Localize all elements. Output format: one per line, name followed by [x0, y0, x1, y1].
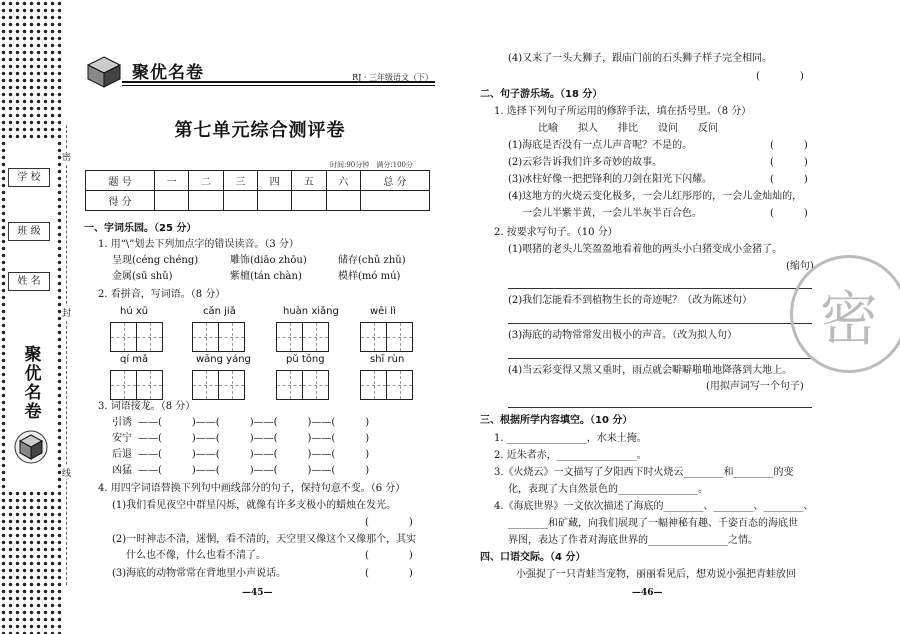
section-heading: 四、口语交际。（4 分） — [480, 552, 586, 563]
chain-blanks[interactable]: ——( )——( )——( )——( ) — [138, 465, 370, 476]
question-text: 4. 用四字词语替换下列句中画线部分的句子，保持句意不变。（6 分） — [98, 483, 406, 494]
pinyin-choice[interactable]: 雕饰(diāo zhōu) — [230, 255, 307, 266]
requirement-note: (缩句) — [786, 261, 814, 272]
writing-grid[interactable] — [276, 370, 329, 400]
answer-line[interactable] — [508, 323, 812, 324]
school-label: 学 校 — [8, 168, 50, 187]
question-text: 2. 看拼音，写词语。（8 分） — [98, 289, 226, 300]
page-number: —45— — [242, 588, 273, 598]
page-number: —46— — [632, 588, 663, 598]
answer-paren[interactable]: ( ) — [756, 71, 804, 82]
score-table — [85, 170, 430, 211]
answer-paren[interactable]: ( ) — [770, 208, 808, 219]
confidential-stamp: 密 — [790, 255, 900, 373]
writing-grid[interactable] — [192, 322, 245, 352]
header-rule-thin — [122, 85, 435, 86]
score-input-cell[interactable] — [189, 191, 223, 211]
chain-start-word: 引诱 — [112, 417, 132, 428]
pinyin-label: wēi lì — [370, 306, 396, 317]
question-item: (4)当云彩变得又黑又重时，雨点就会噼噼啪啪地降落到大地上。 — [508, 365, 793, 376]
pinyin-choice[interactable]: 紫檀(tán chàn) — [230, 271, 302, 282]
chain-start-word: 安宁 — [112, 433, 132, 444]
cube-logo-icon — [14, 430, 48, 464]
name-label: 姓 名 — [8, 272, 50, 291]
pinyin-choice[interactable]: 模样(mó mú) — [338, 271, 401, 282]
fill-blank-item[interactable]: 1. ________________，水来土掩。 — [494, 433, 647, 444]
chain-blanks[interactable]: ——( )——( )——( )——( ) — [138, 449, 370, 460]
table-cell: 三 — [223, 171, 257, 191]
pinyin-label: wāng yáng — [196, 354, 251, 365]
writing-grid[interactable] — [360, 370, 413, 400]
answer-paren[interactable]: ( ) — [365, 568, 413, 579]
fold-mark-mi: 密 — [62, 150, 71, 163]
fill-blank-item[interactable]: 界图，表达了作者对海底世界的________________之情。 — [508, 535, 758, 546]
header-brand: 聚优名卷 — [132, 63, 204, 83]
pinyin-label: qí mǎ — [120, 354, 149, 365]
chain-blanks[interactable]: ——( )——( )——( )——( ) — [138, 417, 370, 428]
table-cell: 二 — [189, 171, 223, 191]
question-text: 1. 选择下列句子所运用的修辞手法，填在括号里。（8 分） — [494, 106, 752, 117]
fold-mark-feng: 封 — [62, 306, 71, 319]
header-rule — [122, 81, 435, 83]
question-item: (3)冰柱好像一把把锋利的刀剑在阳光下闪耀。 — [508, 174, 713, 185]
answer-paren[interactable]: ( ) — [770, 174, 808, 185]
fill-blank-item[interactable]: ________和矿藏，向我们展现了一幅神秘有趣、千姿百态的海底世 — [508, 518, 798, 529]
question-text: 1. 用“\”划去下列加点字的错误读音。（3 分） — [98, 239, 299, 250]
table-cell: 一 — [155, 171, 189, 191]
question-item: (3)海底的动物常常发出极小的声音。（改为拟人句） — [508, 330, 738, 341]
question-item: (1)海底是否没有一点儿声音呢？不是的。 — [508, 140, 693, 151]
class-label: 班 级 — [8, 222, 50, 241]
table-cell: 得 分 — [86, 191, 155, 211]
question-item: (2)云彩告诉我们许多奇妙的故事。 — [508, 157, 663, 168]
writing-grid[interactable] — [276, 322, 329, 352]
fold-mark-xian: 线 — [62, 466, 71, 479]
score-input-cell[interactable] — [360, 191, 429, 211]
fold-line — [66, 125, 67, 585]
page-title: 第七单元综合测评卷 — [174, 120, 346, 141]
fill-blank-item[interactable]: 2. 近朱者赤，________________。 — [494, 450, 647, 461]
grade-label: RJ · 三年级语文（下） — [352, 73, 433, 82]
answer-paren[interactable]: ( ) — [770, 157, 808, 168]
table-cell: 题 号 — [86, 171, 155, 191]
pinyin-label: hú xū — [120, 306, 149, 317]
score-input-cell[interactable] — [223, 191, 257, 211]
score-input-cell[interactable] — [326, 191, 360, 211]
writing-grid[interactable] — [192, 370, 245, 400]
question-text: 2. 按要求写句子。（10 分） — [494, 227, 618, 238]
score-input-cell[interactable] — [155, 191, 189, 211]
requirement-note: (用拟声词写一个句子) — [706, 381, 804, 392]
rhetoric-options: 比喻 拟人 排比 设问 反问 — [538, 123, 718, 134]
writing-grid[interactable] — [360, 322, 413, 352]
question-item: 什么也不像，什么也看不清了。 — [126, 550, 266, 561]
answer-paren[interactable]: ( ) — [770, 140, 808, 151]
chain-start-word: 凶猛 — [112, 465, 132, 476]
question-item: (1)喂猪的老头儿笑盈盈地看着他的两头小白猪变成小金猪了。 — [508, 244, 783, 255]
writing-grid[interactable] — [110, 370, 163, 400]
pinyin-label: pǔ tōng — [286, 354, 325, 365]
chain-blanks[interactable]: ——( )——( )——( )——( ) — [138, 433, 370, 444]
question-item: 一会儿半紫半黄，一会儿半灰半百合色。 — [522, 208, 702, 219]
sidebar-brand: 聚优名卷 — [20, 344, 41, 421]
question-item: (1)我们看见夜空中群星闪烁，就像有许多支极小的蜡烛在发光。 — [112, 500, 397, 511]
question-item: (2)我们怎能看不到植物生长的奇迹呢？（改为陈述句） — [508, 295, 753, 306]
answer-line[interactable] — [508, 358, 812, 359]
question-item: (4)这地方的火烧云变化极多，一会儿红彤彤的，一会儿金灿灿的， — [508, 191, 803, 202]
answer-paren[interactable]: ( ) — [365, 550, 413, 561]
pinyin-label: huàn xiǎng — [283, 306, 339, 317]
section-heading: 三、根据所学内容填空。（10 分） — [480, 415, 633, 426]
pinyin-choice[interactable]: 储存(chǔ zhǔ) — [338, 255, 406, 266]
score-input-cell[interactable] — [292, 191, 326, 211]
table-cell: 五 — [292, 171, 326, 191]
pinyin-label: shī rùn — [370, 354, 405, 365]
cube-logo-icon — [82, 54, 126, 90]
pinyin-choice[interactable]: 呈现(céng chéng) — [112, 255, 199, 266]
table-cell: 四 — [257, 171, 291, 191]
paragraph-text: 小强捉了一只青蛙当宠物，丽丽看见后，想劝说小强把青蛙放回 — [516, 569, 796, 580]
fill-blank-item[interactable]: 4.《海底世界》一文依次描述了海底的________、________、________、 — [494, 501, 814, 512]
question-text: 3. 词语接龙。（8 分） — [98, 401, 196, 412]
table-row — [86, 171, 430, 191]
fill-blank-item[interactable]: 3.《火烧云》一文描写了夕阳西下时火烧云________和________的变 — [494, 467, 794, 478]
table-cell: 六 — [326, 171, 360, 191]
section-heading: 一、字词乐园。（25 分） — [84, 223, 197, 234]
chain-start-word: 后退 — [112, 449, 132, 460]
pinyin-choice[interactable]: 金属(sū shǔ) — [112, 271, 173, 282]
answer-line[interactable] — [508, 288, 812, 289]
exam-meta: 时间:90分钟 满分:100分 — [330, 161, 413, 169]
table-cell: 总 分 — [360, 171, 429, 191]
page-header — [82, 54, 435, 90]
question-item: (3)海底的动物常常在背地里小声说话。 — [112, 568, 287, 579]
section-heading: 二、句子游乐场。（18 分） — [480, 89, 603, 100]
fill-blank-item[interactable]: 化，表现了大自然景色的________________。 — [508, 484, 708, 495]
score-input-cell[interactable] — [257, 191, 291, 211]
answer-line[interactable] — [508, 407, 812, 408]
question-item: (4)又来了一头大狮子，跟庙门前的石头狮子样子完全相同。 — [508, 53, 773, 64]
pinyin-label: cǎn jiǎ — [203, 306, 236, 317]
table-row — [86, 191, 430, 211]
answer-paren[interactable]: ( ) — [365, 517, 413, 528]
writing-grid[interactable] — [110, 322, 163, 352]
question-item: (2)一时神志不清，迷惘，看不清的，天空里又像这个又像那个，其实 — [112, 534, 417, 545]
